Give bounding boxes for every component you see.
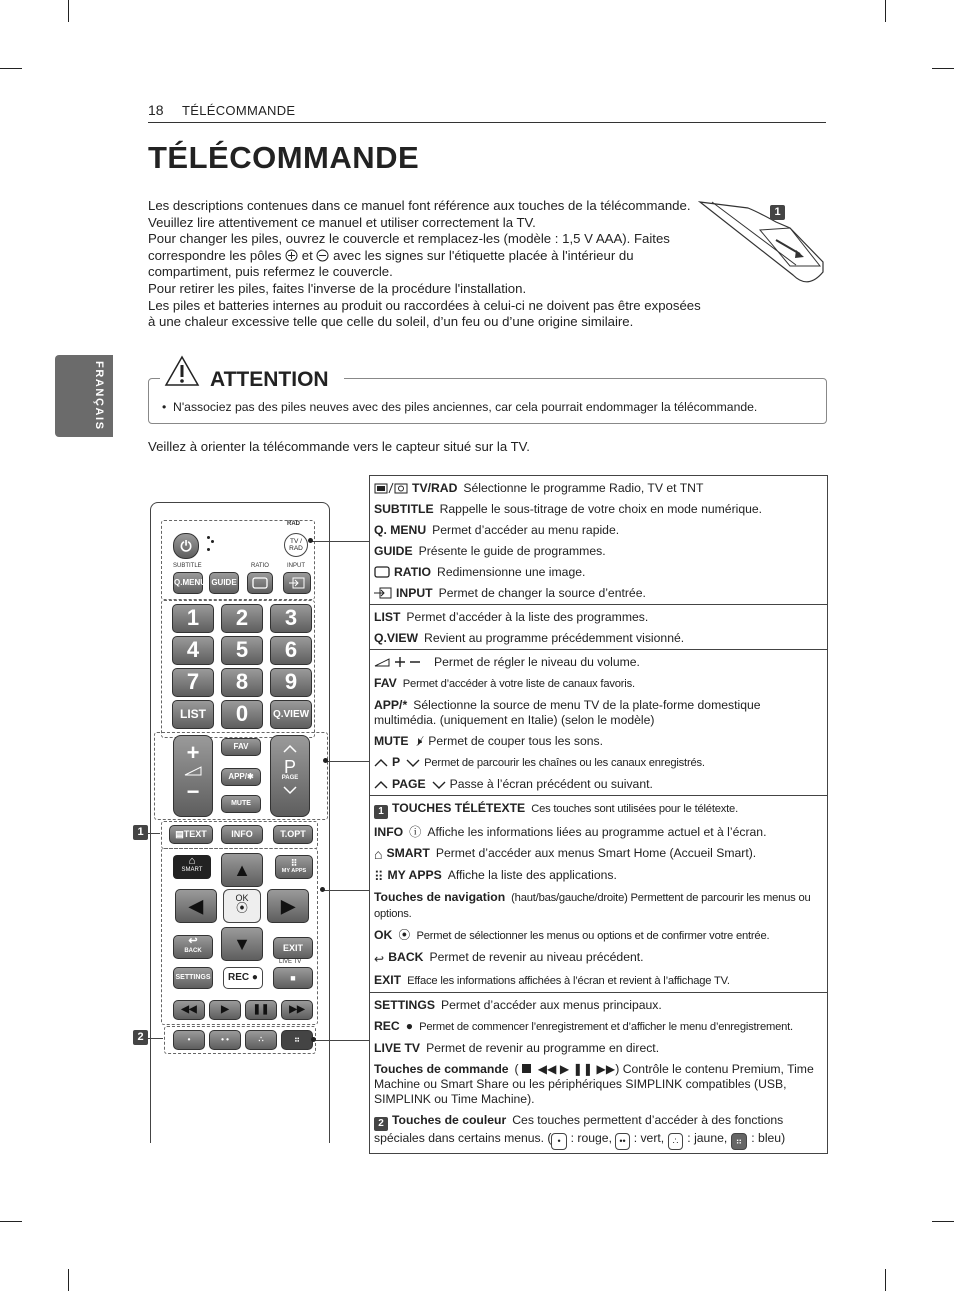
- smart-button[interactable]: ⌂ SMART: [173, 855, 211, 879]
- leader-dot: [320, 887, 325, 892]
- home-icon: ⌂: [188, 855, 196, 867]
- red-button[interactable]: •: [173, 1030, 205, 1050]
- qview-button[interactable]: Q.VIEW: [270, 700, 312, 729]
- desc-row: ⌂ SMART Permet d’accéder aux menus Smart Home (Accueil Smart).: [374, 846, 757, 862]
- livetv-label: LIVE TV: [279, 959, 302, 965]
- chevron-up-icon: [282, 744, 298, 754]
- desc-row: INPUT Permet de changer la source d’entrée.: [374, 586, 823, 601]
- crop-mark: [932, 68, 954, 69]
- tvrad-icon: [374, 482, 408, 494]
- pause-icon: ❚❚: [572, 1062, 594, 1076]
- qmenu-button[interactable]: Q.MENU: [173, 572, 203, 594]
- page-title: TÉLÉCOMMANDE: [148, 140, 420, 175]
- intro-text: [148, 198, 703, 331]
- fast-forward-icon: ▶▶: [596, 1062, 616, 1076]
- battery-cover-illustration: [698, 200, 828, 292]
- chevron-down-icon: [406, 758, 420, 768]
- desc-row: INFO ⓘ Affiche les informations liées au programme actuel et à l’écran.: [374, 825, 767, 839]
- crop-mark: [0, 1221, 22, 1222]
- stop-icon: [522, 1064, 531, 1073]
- ok-circle-icon: ⦿: [398, 928, 411, 942]
- desc-row: P Permet de parcourir les chaînes ou les canaux enregistrés.: [374, 755, 823, 771]
- section-name: TÉLÉCOMMANDE: [182, 103, 296, 118]
- tvrad-logo: RAD: [287, 521, 300, 527]
- attention-heading: ATTENTION: [160, 355, 344, 391]
- desc-row: Q. MENU Permet d’accéder au menu rapide.: [374, 523, 620, 537]
- myapps-button[interactable]: ⠿ MY APPS: [275, 855, 313, 879]
- volume-icon: [374, 656, 424, 668]
- record-dot-icon: ●: [405, 1019, 414, 1033]
- play-button[interactable]: ▶: [209, 1000, 241, 1020]
- intro-paragraph: Les piles et batteries internes au produit ou raccordées à celui-ci ne doivent pas être exposées à une chaleur excessive telle que celle du soleil, d’un feu ou d’une origine similaire.: [148, 297, 701, 330]
- page-header: [148, 100, 826, 123]
- ok-button[interactable]: OK ⦿: [223, 889, 261, 923]
- leader-dot: [323, 758, 328, 763]
- desc-row: ↩ BACK Permet de revenir au niveau précédent.: [374, 950, 644, 966]
- nav-right-button[interactable]: ▶: [267, 889, 309, 923]
- desc-row: PAGE Passe à l’écran précédent ou suivant.: [374, 777, 823, 792]
- key-description-table: [369, 475, 828, 1154]
- attention-item: • N'associez pas des piles neuves avec des piles anciennes, car cela pourrait endommager la télécommande.: [162, 400, 758, 414]
- plus-pole-icon: [285, 249, 298, 262]
- tvrad-button[interactable]: TV / RAD: [284, 533, 308, 557]
- play-icon: ▶: [559, 1062, 570, 1076]
- desc-row: 1 TOUCHES TÉLÉTEXTE Ces touches sont utilisées pour le télétexte.: [374, 801, 823, 819]
- desc-row: ⠿ MY APPS Affiche la liste des applications.: [374, 868, 617, 884]
- rewind-button[interactable]: ◀◀: [173, 1000, 205, 1020]
- ratio-label: RATIO: [251, 563, 269, 569]
- digit-3-button[interactable]: 3: [270, 604, 312, 633]
- remote-callout-1: 1: [133, 825, 148, 840]
- desc-row: Q.VIEW Revient au programme précédemment visionné.: [374, 631, 685, 645]
- mute-button[interactable]: MUTE: [221, 795, 261, 813]
- indicator-dot: [207, 548, 210, 551]
- digit-2-button[interactable]: 2: [221, 604, 263, 633]
- pause-button[interactable]: ❚❚: [245, 1000, 277, 1020]
- input-label: INPUT: [287, 563, 305, 569]
- remote-control: [150, 502, 330, 1143]
- crop-mark: [932, 1221, 954, 1222]
- digit-4-button[interactable]: 4: [172, 636, 214, 665]
- blue-button[interactable]: ⠶: [281, 1030, 313, 1050]
- chevron-down-icon: [282, 785, 298, 795]
- warning-icon: [164, 355, 200, 387]
- leader-line: [148, 1038, 163, 1039]
- nav-up-button[interactable]: ▲: [221, 853, 263, 887]
- indicator-dot: [207, 536, 210, 539]
- stop-icon: ■: [290, 973, 296, 983]
- digit-8-button[interactable]: 8: [221, 668, 263, 697]
- desc-row: FAV Permet d’accéder à votre liste de canaux favoris.: [374, 676, 635, 690]
- info-button[interactable]: INFO: [221, 825, 263, 844]
- yellow-button[interactable]: ∴: [245, 1030, 277, 1050]
- battery-callout: 1: [770, 205, 785, 220]
- desc-row: Touches de navigation (haut/bas/gauche/droite) Permettent de parcourir les menus ou options.: [374, 890, 811, 920]
- ratio-icon: [252, 577, 268, 589]
- desc-row: Permet de régler le niveau du volume.: [374, 655, 823, 670]
- record-dot-icon: ●: [249, 972, 258, 983]
- intro-paragraph: Les descriptions contenues dans ce manuel font référence aux touches de la télécommande. Veuillez lire attentivement ce manuel et utiliser correctement la TV.: [148, 198, 691, 230]
- back-arrow-icon: ↩: [374, 952, 385, 966]
- desc-row: SETTINGS Permet d’accéder aux menus principaux.: [374, 998, 662, 1012]
- exit-button[interactable]: EXIT: [273, 937, 313, 959]
- callout-badge: 2: [374, 1117, 388, 1131]
- chevron-down-icon: [432, 780, 446, 790]
- digit-7-button[interactable]: 7: [172, 668, 214, 697]
- back-arrow-icon: ↩: [188, 935, 198, 947]
- power-button[interactable]: ⏻: [173, 533, 199, 559]
- rewind-icon: ◀◀: [537, 1062, 557, 1076]
- guide-button[interactable]: GUIDE: [209, 572, 239, 594]
- desc-row: APP/* Sélectionne la source de menu TV de la plate-forme domestique multimédia. (uniquement en Italie) (selon le modèle): [374, 698, 761, 727]
- orientation-note: Veillez à orienter la télécommande vers le capteur situé sur la TV.: [148, 439, 530, 454]
- group-navigation-keys: [370, 796, 828, 993]
- back-button[interactable]: ↩ BACK: [173, 935, 213, 959]
- leader-line: [312, 541, 369, 542]
- volume-up-icon: +: [186, 740, 200, 765]
- minus-pole-icon: [316, 249, 329, 262]
- volume-rocker[interactable]: [173, 735, 213, 817]
- intro-paragraph: Pour changer les piles, ouvrez le couvercle et remplacez-les (modèle : 1,5 V AAA). Faites correspondre les pôles et avec les signes sur l'étiquette placée à l'intérieur du compartiment, puis refermez le couvercle.: [148, 231, 670, 280]
- desc-row: LIST Permet d’accéder à la liste des programmes.: [374, 610, 649, 624]
- program-rocker[interactable]: [270, 735, 310, 817]
- desc-row: REC ● Permet de commencer l’enregistrement et d’afficher le menu d’enregistrement.: [374, 1019, 793, 1033]
- group-list-keys: [370, 605, 828, 650]
- ratio-icon: [374, 566, 390, 578]
- settings-button[interactable]: SETTINGS: [173, 967, 213, 989]
- page-number: 18: [148, 102, 164, 118]
- list-button[interactable]: LIST: [172, 700, 214, 729]
- leader-line: [148, 833, 160, 834]
- crop-mark: [68, 0, 69, 22]
- volume-down-icon: −: [186, 779, 200, 804]
- leader-dot: [311, 1037, 316, 1042]
- green-key-icon: ••: [615, 1133, 629, 1150]
- desc-row: Touches de commande ( ◀◀ ▶ ❚❚ ▶▶) Contrôle le contenu Premium, Time Machine ou Smart Share ou les périphériques SIMPLINK compatibles (USB, SIMPLINK ou Time Machine).: [374, 1062, 814, 1106]
- input-button[interactable]: [283, 572, 311, 594]
- remote-callout-2: 2: [133, 1030, 148, 1045]
- info-icon: ⓘ: [409, 825, 422, 839]
- text-button[interactable]: ▤TEXT: [169, 825, 213, 844]
- group-volume-keys: [370, 650, 828, 796]
- leader-dot: [308, 538, 313, 543]
- chevron-up-icon: [374, 758, 388, 768]
- group-top-keys: [370, 476, 828, 605]
- green-button[interactable]: • •: [209, 1030, 241, 1050]
- page-label: PAGE: [281, 775, 299, 781]
- chevron-up-icon: [374, 780, 388, 790]
- desc-row: GUIDE Présente le guide de programmes.: [374, 544, 606, 558]
- desc-row: EXIT Efface les informations affichées à l’écran et revient à l’affichage TV.: [374, 973, 730, 987]
- leader-line: [315, 1040, 369, 1041]
- input-icon: [289, 577, 305, 589]
- desc-row: SUBTITLE Rappelle le sous-titrage de votre choix en mode numérique.: [374, 502, 763, 516]
- digit-1-button[interactable]: 1: [172, 604, 214, 633]
- fav-button[interactable]: FAV: [221, 738, 261, 756]
- crop-mark: [885, 1269, 886, 1291]
- desc-row: OK ⦿ Permet de sélectionner les menus ou options et de confirmer votre entrée.: [374, 928, 770, 942]
- callout-badge: 1: [374, 805, 388, 819]
- blue-key-icon: ⠶: [731, 1133, 748, 1150]
- nav-down-button[interactable]: ▼: [221, 927, 263, 961]
- grid-icon: ⠿: [290, 858, 298, 868]
- desc-row: MUTE 🕨̸ Permet de couper tous les sons.: [374, 734, 603, 748]
- crop-mark: [0, 68, 22, 69]
- yellow-key-icon: ∴: [668, 1133, 684, 1150]
- group-playback-keys: [370, 993, 828, 1154]
- desc-row: RATIO Redimensionne une image.: [374, 565, 823, 580]
- desc-row: 2 Touches de couleur Ces touches permettent d’accéder à des fonctions spéciales dans certains menus. ( • : rouge, •• : vert, ∴ : jaune, ⠶ : bleu): [374, 1113, 823, 1150]
- mute-icon: 🕨̸: [414, 734, 423, 748]
- digit-6-button[interactable]: 6: [270, 636, 312, 665]
- fast-forward-button[interactable]: ▶▶: [281, 1000, 313, 1020]
- language-tab: FRANÇAIS: [55, 355, 113, 437]
- volume-icon: [183, 765, 203, 777]
- desc-row: LIVE TV Permet de revenir au programme en direct.: [374, 1041, 660, 1055]
- desc-row: TV/RAD Sélectionne le programme Radio, TV et TNT: [374, 481, 823, 496]
- leader-line: [324, 890, 369, 891]
- topt-button[interactable]: T.OPT: [273, 825, 313, 844]
- app-button[interactable]: APP/✱: [221, 768, 261, 786]
- intro-paragraph: Pour retirer les piles, faites l'inverse de la procédure l'installation.: [148, 280, 527, 296]
- subtitle-label: SUBTITLE: [173, 563, 202, 569]
- digit-5-button[interactable]: 5: [221, 636, 263, 665]
- teletext-icon: ▤: [175, 829, 184, 839]
- digit-9-button[interactable]: 9: [270, 668, 312, 697]
- crop-mark: [885, 0, 886, 22]
- crop-mark: [68, 1269, 69, 1291]
- ok-circle-icon: ⦿: [235, 901, 248, 915]
- ratio-button[interactable]: [247, 572, 273, 594]
- red-key-icon: •: [551, 1133, 566, 1150]
- input-icon: [374, 587, 392, 599]
- home-icon: ⌂: [374, 846, 383, 862]
- indicator-dot: [211, 540, 214, 543]
- program-label: P: [283, 757, 296, 777]
- livetv-button[interactable]: [273, 967, 313, 989]
- grid-icon: ⠿: [374, 869, 384, 884]
- leader-line: [327, 761, 369, 762]
- rec-button[interactable]: REC ●: [223, 967, 263, 989]
- digit-0-button[interactable]: 0: [221, 700, 263, 729]
- nav-left-button[interactable]: ◀: [175, 889, 217, 923]
